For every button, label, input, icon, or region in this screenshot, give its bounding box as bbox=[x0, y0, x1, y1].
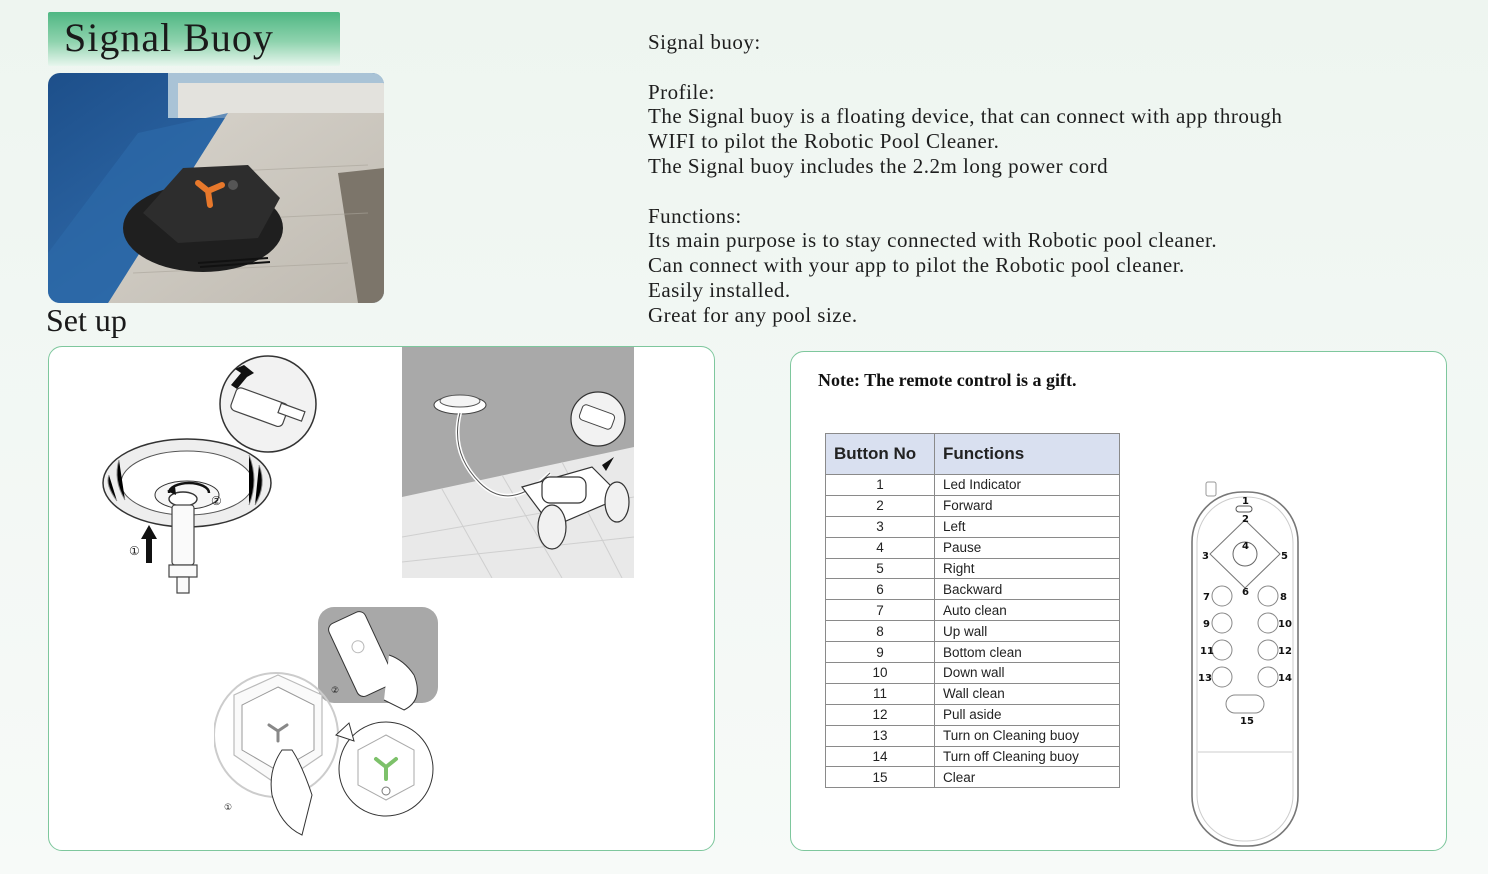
remote-label-5: 5 bbox=[1281, 551, 1288, 562]
title-banner bbox=[48, 12, 340, 66]
remote-label-6: 6 bbox=[1242, 587, 1249, 598]
table-row bbox=[826, 600, 1120, 621]
functions-line: Easily installed. bbox=[648, 277, 791, 302]
button-function: Up wall bbox=[935, 621, 1120, 642]
button-function: Left bbox=[935, 516, 1120, 537]
remote-label-9: 9 bbox=[1203, 619, 1210, 630]
table-row bbox=[826, 579, 1120, 600]
table-row bbox=[826, 642, 1120, 663]
button-function: Wall clean bbox=[935, 683, 1120, 704]
button-function: Down wall bbox=[935, 663, 1120, 684]
remote-label-12: 12 bbox=[1278, 646, 1292, 657]
app-step2-marker: ② bbox=[331, 686, 340, 696]
setup-title: Set up bbox=[46, 302, 127, 338]
button-function: Auto clean bbox=[935, 600, 1120, 621]
button-number: 11 bbox=[826, 683, 935, 704]
button-number: 6 bbox=[826, 579, 935, 600]
table-row bbox=[826, 725, 1120, 746]
table-row bbox=[826, 495, 1120, 516]
column-header-functions: Functions bbox=[935, 434, 1120, 475]
button-number: 3 bbox=[826, 516, 935, 537]
functions-label: Functions: bbox=[648, 203, 742, 228]
remote-panel bbox=[790, 351, 1447, 851]
remote-label-11: 11 bbox=[1200, 646, 1214, 657]
button-function: Clear bbox=[935, 767, 1120, 788]
profile-label: Profile: bbox=[648, 79, 715, 104]
table-header-row bbox=[826, 434, 1120, 475]
button-number: 12 bbox=[826, 704, 935, 725]
button-number: 15 bbox=[826, 767, 935, 788]
remote-control-illustration bbox=[1188, 480, 1303, 852]
button-number: 5 bbox=[826, 558, 935, 579]
button-function: Backward bbox=[935, 579, 1120, 600]
table-row bbox=[826, 537, 1120, 558]
button-number: 4 bbox=[826, 537, 935, 558]
table-row bbox=[826, 746, 1120, 767]
button-function: Pull aside bbox=[935, 704, 1120, 725]
step1-marker: ① bbox=[129, 544, 140, 558]
remote-label-3: 3 bbox=[1202, 551, 1209, 562]
table-row bbox=[826, 683, 1120, 704]
button-function: Pause bbox=[935, 537, 1120, 558]
remote-label-15: 15 bbox=[1240, 716, 1254, 727]
page-title: Signal Buoy bbox=[64, 15, 274, 60]
button-number: 8 bbox=[826, 621, 935, 642]
profile-line: The Signal buoy is a floating device, that can connect with app through bbox=[648, 104, 1283, 129]
functions-line: Great for any pool size. bbox=[648, 302, 858, 327]
table-row bbox=[826, 704, 1120, 725]
table-row bbox=[826, 475, 1120, 496]
button-number: 9 bbox=[826, 642, 935, 663]
app-pairing-illustration bbox=[214, 605, 444, 845]
functions-line: Its main purpose is to stay connected with Robotic pool cleaner. bbox=[648, 228, 1218, 253]
button-function: Led Indicator bbox=[935, 475, 1120, 496]
remote-label-14: 14 bbox=[1278, 673, 1292, 684]
remote-label-7: 7 bbox=[1203, 592, 1210, 603]
profile-line: WIFI to pilot the Robotic Pool Cleaner. bbox=[648, 129, 1000, 154]
functions-line: Can connect with your app to pilot the Robotic pool cleaner. bbox=[648, 253, 1185, 278]
button-function: Bottom clean bbox=[935, 642, 1120, 663]
profile-line: The Signal buoy includes the 2.2m long power cord bbox=[648, 153, 1109, 178]
remote-label-13: 13 bbox=[1198, 673, 1212, 684]
remote-note: Note: The remote control is a gift. bbox=[818, 370, 1077, 390]
button-number: 13 bbox=[826, 725, 935, 746]
column-header-button-no: Button No bbox=[826, 434, 935, 475]
remote-label-10: 10 bbox=[1278, 619, 1292, 630]
product-photo bbox=[48, 73, 384, 303]
button-number: 10 bbox=[826, 663, 935, 684]
description-heading: Signal buoy: bbox=[648, 30, 761, 54]
button-number: 7 bbox=[826, 600, 935, 621]
description-text bbox=[648, 30, 1428, 328]
robot-scene-illustration bbox=[402, 347, 634, 578]
app-step1-marker: ① bbox=[224, 803, 233, 813]
remote-label-2: 2 bbox=[1242, 514, 1249, 525]
table-row bbox=[826, 558, 1120, 579]
button-number: 2 bbox=[826, 495, 935, 516]
table-row bbox=[826, 621, 1120, 642]
buoy-cord-illustration bbox=[99, 355, 329, 605]
table-row bbox=[826, 663, 1120, 684]
remote-label-4: 4 bbox=[1242, 541, 1249, 552]
button-number: 14 bbox=[826, 746, 935, 767]
button-function: Turn on Cleaning buoy bbox=[935, 725, 1120, 746]
setup-panel bbox=[48, 346, 715, 851]
step2-marker: ② bbox=[211, 494, 222, 508]
table-row bbox=[826, 516, 1120, 537]
button-function: Turn off Cleaning buoy bbox=[935, 746, 1120, 767]
table-row bbox=[826, 767, 1120, 788]
button-function: Right bbox=[935, 558, 1120, 579]
remote-label-1: 1 bbox=[1242, 496, 1249, 507]
remote-label-8: 8 bbox=[1280, 592, 1287, 603]
button-function: Forward bbox=[935, 495, 1120, 516]
button-number: 1 bbox=[826, 475, 935, 496]
button-function-table bbox=[825, 433, 1120, 788]
